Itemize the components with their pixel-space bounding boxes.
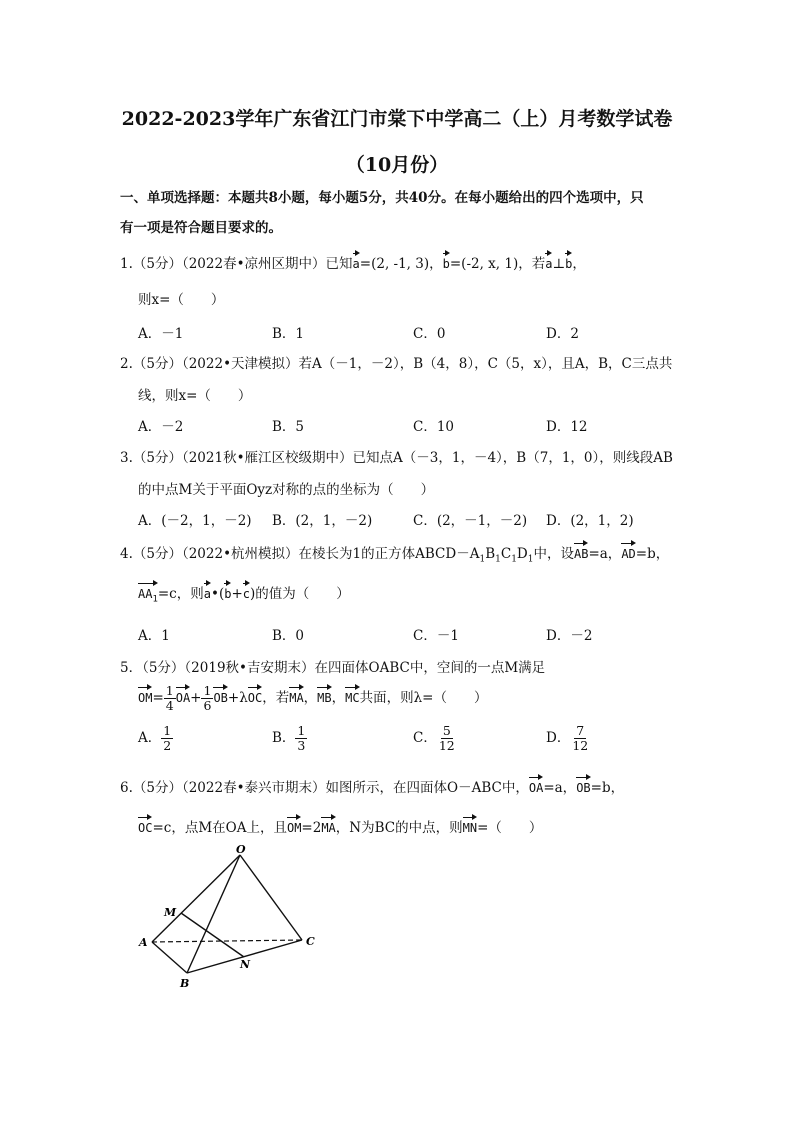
lambda-term: +λ (227, 690, 248, 706)
fraction-1-6 (201, 684, 213, 713)
q6-eq: =a， (543, 780, 577, 796)
q5-text: ，若 (262, 690, 290, 706)
subscript: 1 (152, 594, 158, 605)
label-b: B (180, 977, 190, 990)
option-label: A． (138, 730, 162, 746)
question-5-line2 (138, 684, 487, 713)
denominator: 3 (297, 738, 306, 753)
denominator: 12 (572, 738, 589, 753)
question-1-line2: 则x=（ ） (138, 292, 225, 308)
vector-ob: OB (213, 684, 227, 705)
q1-option-a: A．－1 (138, 326, 184, 342)
q2-option-d: D．12 (546, 419, 588, 435)
subscript: 1 (495, 554, 501, 565)
denominator: 4 (165, 698, 174, 713)
segment-mn (181, 913, 244, 957)
question-3-line1: 3.（5分）（2021秋•雁江区校级期中）已知点A（－3，1，－4），B（7，1，0），则线段AB (120, 450, 673, 466)
label-c: C (306, 935, 315, 948)
q5-option-a (138, 724, 173, 753)
vector-ma: MA (321, 814, 335, 835)
vector-ad: AD (621, 540, 635, 561)
q3-option-c: C．(2，－1，－2) (413, 513, 528, 529)
q6-tail: =（ ） (477, 820, 543, 836)
question-1-line1 (120, 250, 586, 272)
option-fraction (295, 724, 307, 753)
edge-oc (240, 855, 302, 940)
vector-mn: MN (463, 814, 477, 835)
vector-c: c (243, 580, 250, 601)
option-fraction (570, 724, 590, 753)
edge-oa (152, 855, 240, 942)
option-fraction (161, 724, 173, 753)
option-label: C． (413, 730, 437, 746)
punctuation: ， (331, 690, 346, 706)
vector-oc: OC (138, 814, 152, 835)
tetrahedron-figure (130, 840, 330, 990)
edge-ab (152, 942, 187, 973)
q2-option-b: B．5 (272, 419, 305, 435)
option-label: D． (546, 730, 571, 746)
q4-vertex: B (485, 546, 496, 562)
vector-ab: AB (574, 540, 588, 561)
vector-ma: MA (289, 684, 303, 705)
numerator: 1 (203, 683, 212, 698)
question-5-line1: 5．（5分）（2019秋•吉安期末）在四面体OABC中，空间的一点M满足 (120, 660, 546, 676)
numerator: 1 (165, 683, 174, 698)
vector-aa1 (138, 580, 158, 604)
question-4-line2 (138, 580, 350, 604)
perp-symbol: ⊥ (552, 256, 566, 272)
q5-option-d (546, 724, 590, 753)
label-n: N (240, 958, 251, 971)
dot-operator: •( (210, 586, 225, 602)
option-label: B． (272, 730, 296, 746)
vector-ob: OB (576, 774, 590, 795)
question-6-line1 (120, 774, 624, 796)
punctuation: ， (303, 690, 318, 706)
denominator: 2 (163, 738, 172, 753)
question-2-line1: 2.（5分）（2022•天津模拟）若A（－1，－2），B（4，8），C（5，x），且A，B，C三点共 (120, 356, 673, 372)
q3-option-a: A．(－2，1，－2) (138, 513, 252, 529)
question-3-line2: 的中点M关于平面Oyz对称的点的坐标为（ ） (138, 482, 435, 498)
numerator: 7 (576, 723, 585, 738)
q5-option-b (272, 724, 307, 753)
subscript: 1 (479, 554, 486, 565)
punctuation: ， (572, 256, 586, 272)
q4-eq: =a， (588, 546, 622, 562)
q4-option-b: B．0 (272, 628, 305, 644)
vector-oa: OA (529, 774, 543, 795)
q2-option-a: A．－2 (138, 419, 184, 435)
q4-tail: )的值为（ ） (250, 586, 350, 602)
question-4-line1 (120, 540, 669, 565)
q4-vertex: C (500, 546, 512, 562)
vector-om: OM (287, 814, 301, 835)
section-heading-line2: 有一项是符合题目要求的。 (120, 220, 282, 236)
subscript: 1 (511, 554, 517, 565)
q2-option-c: C．10 (413, 419, 455, 435)
q4-option-c: C．－1 (413, 628, 459, 644)
q4-option-a: A．1 (138, 628, 170, 644)
q1-stem: 1.（5分）（2022春•凉州区期中）已知 (120, 256, 353, 272)
q5-tail: 共面，则λ=（ ） (359, 690, 488, 706)
vector-oc: OC (248, 684, 262, 705)
q1-a-value: =(2, -1, 3)， (359, 256, 443, 272)
q6-text: ，N为BC的中点，则 (335, 820, 463, 836)
q1-option-c: C．0 (413, 326, 446, 342)
section-heading-line1: 一、单项选择题：本题共8小题，每小题5分，共40分。在每小题给出的四个选项中，只 (120, 190, 644, 206)
vector-a: a (545, 250, 552, 271)
vector-om: OM (138, 684, 152, 705)
fraction-1-4 (164, 684, 176, 713)
denominator: 12 (438, 738, 455, 753)
q6-eq: =2 (301, 820, 322, 836)
edge-ac-hidden (152, 940, 302, 942)
vector-mb: MB (317, 684, 331, 705)
numerator: 1 (297, 723, 306, 738)
q6-text: =c，点M在OA上，且 (152, 820, 287, 836)
vector-b: b (443, 250, 450, 271)
vector-mc: MC (345, 684, 359, 705)
vector-oa: OA (176, 684, 190, 705)
question-6-line2 (138, 814, 542, 836)
q4-text: 中，设 (533, 546, 574, 562)
option-fraction (437, 724, 457, 753)
q4-eq: =b， (635, 546, 670, 562)
numerator: 5 (442, 723, 451, 738)
vector-b: b (224, 580, 231, 601)
page-title: 2022-2023学年广东省江门市棠下中学高二（上）月考数学试卷 (121, 108, 673, 130)
vector-b: b (565, 250, 572, 271)
question-2-line2: 线，则x=（ ） (138, 388, 252, 404)
vector-label: AA (138, 587, 153, 601)
plus-operator: + (231, 586, 243, 602)
page-subtitle: （10月份） (345, 154, 449, 176)
denominator: 6 (203, 698, 212, 713)
q4-vertex: D (516, 546, 528, 562)
q4-stem: 4.（5分）（2022•杭州模拟）在棱长为1的正方体ABCD－A (120, 546, 480, 562)
subscript: 1 (527, 554, 534, 565)
q3-option-d: D．(2，1，2) (546, 513, 634, 529)
equals: = (152, 690, 164, 706)
vector-a: a (353, 250, 360, 271)
q4-eq: =c，则 (157, 586, 204, 602)
label-o: O (236, 843, 246, 856)
q1-option-b: B．1 (272, 326, 305, 342)
vector-a: a (204, 580, 211, 601)
q3-option-b: B．(2，1，－2) (272, 513, 373, 529)
q4-option-d: D．－2 (546, 628, 593, 644)
plus-operator: + (190, 690, 202, 706)
q6-stem: 6.（5分）（2022春•泰兴市期末）如图所示，在四面体O－ABC中， (120, 780, 529, 796)
q5-option-c (413, 724, 457, 753)
q1-b-value: =(-2, x, 1)，若 (449, 256, 546, 272)
label-a: A (139, 936, 148, 949)
q1-option-d: D．2 (546, 326, 579, 342)
numerator: 1 (163, 723, 172, 738)
label-m: M (164, 906, 177, 919)
edge-ob (187, 855, 240, 973)
q6-eq: =b， (590, 780, 625, 796)
